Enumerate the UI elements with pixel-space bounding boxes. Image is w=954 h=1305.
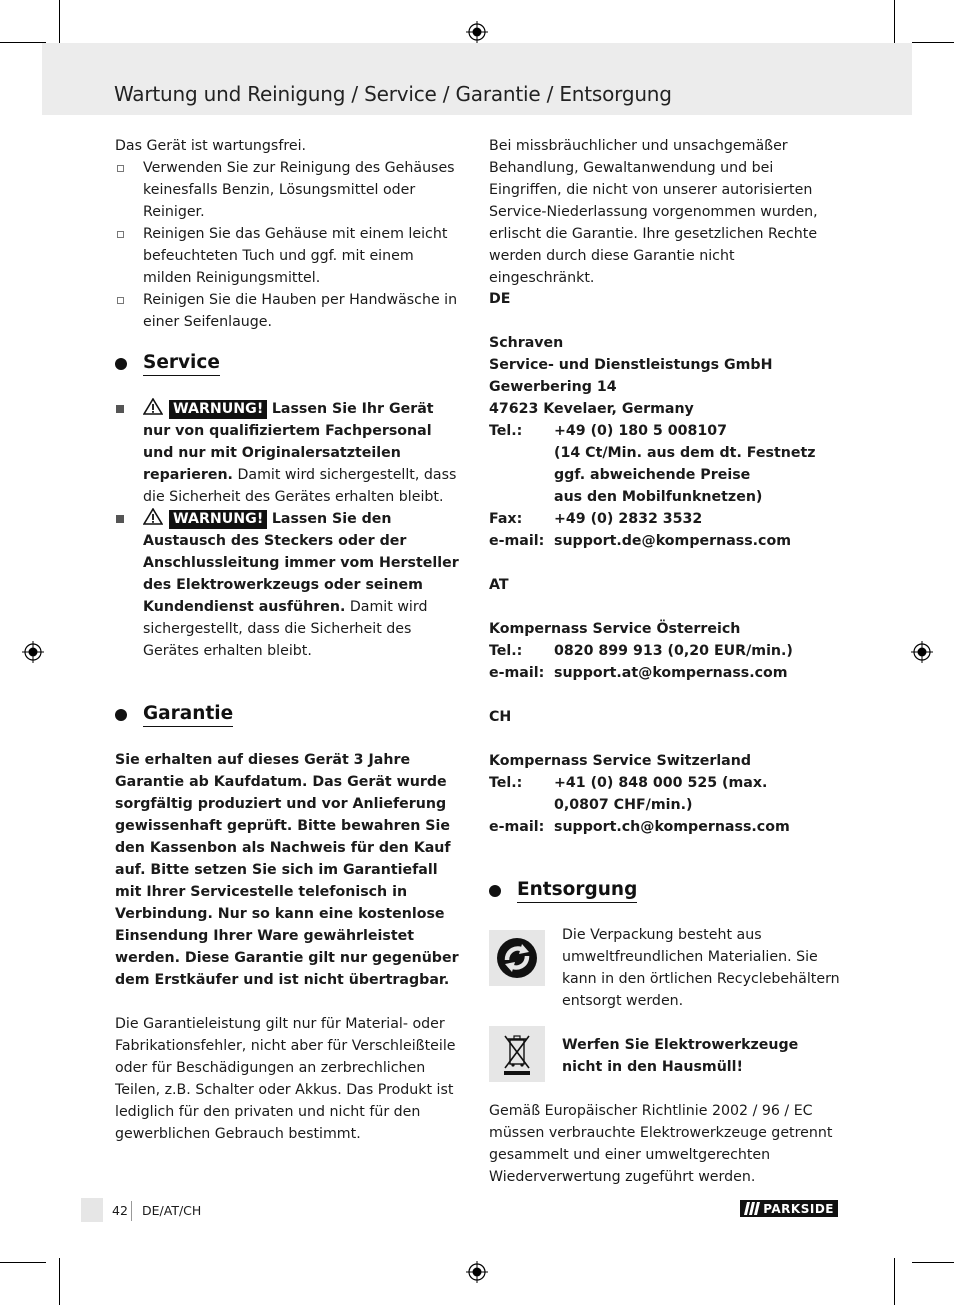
country-code: CH (489, 709, 512, 725)
crop-mark (912, 42, 954, 43)
list-item (115, 289, 465, 333)
email-label: e-mail: (489, 665, 545, 681)
service-warnings (115, 398, 465, 662)
registration-mark-icon (22, 641, 44, 663)
country-code: DE (489, 291, 511, 307)
crossed-bin-icon (489, 1026, 545, 1082)
footer-divider (131, 1201, 132, 1221)
warning-triangle-icon (143, 508, 163, 525)
garantie-heading (115, 702, 233, 727)
crop-mark (894, 0, 895, 46)
tel-row (489, 640, 841, 662)
email-label: e-mail: (489, 533, 545, 549)
email-value: support.at@kompernass.com (554, 665, 788, 681)
garantie-text (115, 749, 465, 1145)
warning-item (115, 508, 465, 662)
warning-bold-text: Lassen Sie Ihr Gerät nur von qualifiziertem Fachpersonal und nur mit Originalersatzteilen reparieren. (143, 401, 434, 483)
fax-row (489, 508, 841, 530)
warning-bold-text: Lassen Sie den Austausch des Steckers oder der Anschlussleitung immer vom Hersteller des Elektrowerkzeugs oder seinem Kundendienst ausführen. (143, 511, 459, 615)
square-bullet-icon (116, 405, 124, 413)
checkbox-bullet-icon (117, 165, 124, 172)
list-item (115, 157, 465, 223)
directive-paragraph: Gemäß Europäischer Richtlinie 2002 / 96 / EC müssen verbrauchte Elektrowerkzeuge getrennt gesammelt und einer umweltgerechten Wiederverwertung zugeführt werden. (489, 1103, 833, 1185)
footer-region: DE/AT/CH (142, 1203, 202, 1218)
company-name: Kompernass Service Switzerland (489, 753, 752, 769)
brand-name: PARKSIDE (763, 1201, 834, 1216)
registration-mark-icon (466, 21, 488, 43)
fax-label: Fax: (489, 511, 523, 527)
tel-note-row (489, 794, 841, 816)
checkbox-bullet-icon (117, 231, 124, 238)
page-number: 42 (112, 1203, 128, 1218)
tel-row (489, 772, 841, 794)
crop-mark (0, 42, 46, 43)
company-name: Schraven (489, 335, 564, 351)
bullet-dot-icon (115, 709, 127, 721)
green-dot-icon (489, 930, 545, 986)
brand-stripes-icon (744, 1202, 760, 1215)
crop-mark (59, 1258, 60, 1305)
tel-note-row (489, 464, 841, 486)
packaging-text (562, 924, 842, 1012)
crop-mark (894, 1258, 895, 1305)
tel-label: Tel.: (489, 423, 523, 439)
list-item-text: Verwenden Sie zur Reinigung des Gehäuses keinesfalls Benzin, Lösungsmittel oder Reiniger. (143, 160, 455, 220)
weee-text (562, 1034, 842, 1078)
recycle-icon (489, 930, 545, 986)
list-item (115, 223, 465, 289)
brand-logo (740, 1200, 838, 1217)
warning-triangle-icon (143, 398, 163, 415)
tel-note-row (489, 486, 841, 508)
directive-text (489, 1100, 841, 1188)
tel-value: 0820 899 913 (0,20 EUR/min.) (554, 643, 793, 659)
email-value: support.de@kompernass.com (554, 533, 791, 549)
tel-note: (14 Ct/Min. aus dem dt. Festnetz (554, 445, 816, 461)
email-value: support.ch@kompernass.com (554, 819, 790, 835)
email-row (489, 662, 841, 684)
city: 47623 Kevelaer, Germany (489, 401, 694, 417)
list-item-text: Reinigen Sie das Gehäuse mit einem leicht befeuchteten Tuch und ggf. mit einem milden Reinigungsmittel. (143, 226, 448, 286)
maintenance-section (115, 135, 465, 333)
list-item-text: Reinigen Sie die Hauben per Handwäsche in einer Seifenlauge. (143, 292, 458, 330)
company-name-2: Service- und Dienstleistungs GmbH (489, 357, 773, 373)
garantie-paragraph: Die Garantieleistung gilt nur für Material- oder Fabrikationsfehler, nicht aber für Verschleißteile oder für Beschädigungen an zerbrechlichen Teilen, z.B. Schalter oder Akkus. Das Produkt ist lediglich für den privaten und nicht für den gewerblichen Gebrauch bestimmt. (115, 1016, 456, 1142)
service-heading (115, 351, 220, 376)
company-name: Kompernass Service Österreich (489, 621, 741, 637)
email-row (489, 816, 841, 838)
tel-note: ggf. abweichende Preise (554, 467, 751, 483)
tel-note: aus den Mobilfunknetzen) (554, 489, 763, 505)
warning-normal-text: Damit wird sichergestellt, dass die Sicherheit des Gerätes erhalten bleibt. (143, 467, 457, 505)
crop-mark (912, 1262, 954, 1263)
square-bullet-icon (116, 515, 124, 523)
garantie-bold-paragraph: Sie erhalten auf dieses Gerät 3 Jahre Garantie ab Kaufdatum. Das Gerät wurde sorgfältig produziert und vor Anlieferung gewissenhaft geprüft. Bitte bewahren Sie den Kassenbon als Nachweis für den Kauf auf. Bitte setzen Sie sich im Garantiefall mit Ihrer Servicestelle telefonisch in Verbindung. Nur so kann eine kostenlose Einsendung Ihrer Ware gewährleistet werden. Diese Garantie gilt nur gegenüber dem Erstkäufer und ist nicht übertragbar. (115, 752, 459, 988)
warning-normal-text: Damit wird sichergestellt, dass die Sicherheit des Gerätes erhalten bleibt. (143, 599, 428, 659)
email-label: e-mail: (489, 819, 545, 835)
tel-label: Tel.: (489, 643, 523, 659)
misuse-paragraph: Bei missbräuchlicher und unsachgemäßer Behandlung, Gewaltanwendung und bei Eingriffen, die nicht von unserer autorisierten Service-Niederlassung vorgenommen wurden, erlischt die Garantie. Ihre gesetzlichen Rechte werden durch diese Garantie nicht eingeschränkt. (489, 138, 818, 286)
footer-box (81, 1198, 103, 1222)
weee-bold-text: Werfen Sie Elektrowerkzeuge nicht in den Hausmüll! (562, 1037, 799, 1075)
packaging-paragraph: Die Verpackung besteht aus umweltfreundlichen Materialien. Sie kann in den örtlichen Recyclebehältern entsorgt werden. (562, 927, 840, 1009)
bullet-dot-icon (489, 885, 501, 897)
tel-row (489, 420, 841, 442)
crop-mark (0, 1262, 46, 1263)
contact-de (489, 288, 841, 838)
crop-mark (59, 0, 60, 46)
tel-note-row (489, 442, 841, 464)
warning-label: WARNUNG! (169, 510, 267, 529)
misuse-section (489, 135, 841, 289)
tel-value: +49 (0) 180 5 008107 (554, 423, 727, 439)
entsorgung-heading (489, 878, 637, 903)
registration-mark-icon (911, 641, 933, 663)
checkbox-bullet-icon (117, 297, 124, 304)
tel-label: Tel.: (489, 775, 523, 791)
weee-bin-icon (489, 1026, 545, 1082)
warning-item (115, 398, 465, 508)
maintenance-intro: Das Gerät ist wartungsfrei. (115, 138, 307, 154)
tel-note: 0,0807 CHF/min.) (554, 797, 693, 813)
country-code: AT (489, 577, 509, 593)
email-row (489, 530, 841, 552)
service-heading-text: Service (143, 351, 220, 376)
fax-value: +49 (0) 2832 3532 (554, 511, 703, 527)
tel-value: +41 (0) 848 000 525 (max. (554, 775, 768, 791)
garantie-heading-text: Garantie (143, 702, 233, 727)
entsorgung-heading-text: Entsorgung (517, 878, 637, 903)
warning-label: WARNUNG! (169, 400, 267, 419)
street: Gewerbering 14 (489, 379, 617, 395)
bullet-dot-icon (115, 358, 127, 370)
registration-mark-icon (466, 1261, 488, 1283)
page-title: Wartung und Reinigung / Service / Garantie / Entsorgung (114, 82, 672, 106)
